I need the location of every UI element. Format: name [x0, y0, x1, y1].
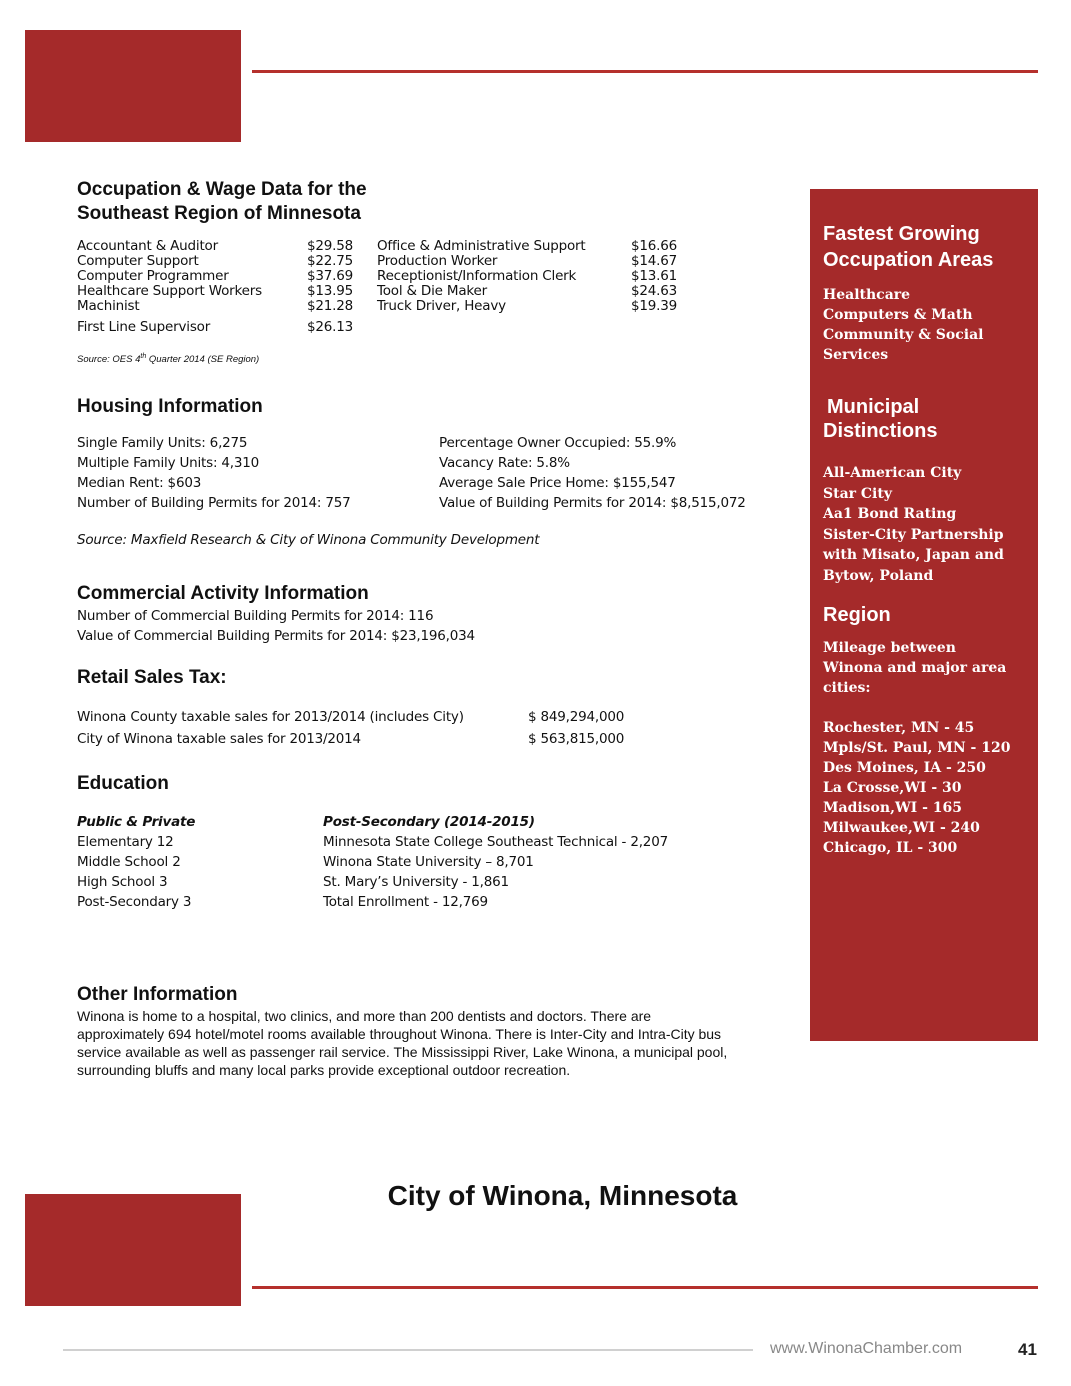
footer-website: www.WinonaChamber.com — [770, 1340, 963, 1357]
retail-table — [77, 706, 797, 750]
other-section — [77, 983, 742, 1079]
region-title: Region — [823, 604, 891, 626]
top-red-block — [25, 30, 241, 142]
region-cities: Rochester, MN - 45 Mpls/St. Paul, MN - 120 Des Moines, IA - 250 La Crosse,WI - 30 Madison,WI - 165 Milwaukee,WI - 240 Chicago, IL - 300 — [823, 720, 1011, 856]
wage-table — [77, 239, 797, 314]
housing-title: Housing Information — [77, 396, 263, 417]
region-intro: Mileage between Winona and major area cities: — [823, 640, 1007, 696]
fastest-title: Fastest Growing Occupation Areas — [823, 223, 994, 271]
education-grid — [77, 812, 797, 912]
commercial-permits-value: Value of Commercial Building Permits for 2014: $23,196,034 — [77, 628, 475, 644]
education-section — [77, 772, 797, 912]
occupation-title: Occupation & Wage Data for the Southeast Region of Minnesota — [77, 179, 367, 224]
sidebar — [810, 189, 1038, 1041]
occupation-section — [77, 178, 797, 365]
bottom-red-block — [25, 1194, 241, 1306]
commercial-section — [77, 582, 797, 646]
retail-title: Retail Sales Tax: — [77, 667, 227, 688]
commercial-title: Commercial Activity Information — [77, 583, 369, 604]
wage-left-column: Accountant & Auditor $29.58 Computer Support $22.75 Computer Programmer $37.69 Healthcare Support Workers $13.95 Machinist $21.28 — [77, 238, 354, 314]
fastest-list: Healthcare Computers & Math Community & Social Services — [823, 287, 984, 363]
housing-section — [77, 395, 797, 550]
education-title: Education — [77, 773, 169, 794]
other-text: Winona is home to a hospital, two clinics, and more than 200 dentists and doctors. There are approximately 694 hotel/motel rooms available throughout Winona. There is Inter-City and Intra-City bus service available as well as passenger rail service. The Mississippi River, Lake Winona, a municipal pool, surrounding bluffs and many local parks provide exceptional outdoor recreation. — [77, 1008, 728, 1078]
city-title: City of Winona, Minnesota — [387, 1180, 738, 1211]
page-number: 41 — [1018, 1340, 1037, 1359]
retail-row: Winona County taxable sales for 2013/2014 (includes City) $ 849,294,000 — [77, 709, 625, 725]
housing-grid — [77, 433, 797, 513]
housing-source: Source: Maxfield Research & City of Winona Community Development — [77, 532, 540, 548]
commercial-permits-count: Number of Commercial Building Permits for 2014: 116 — [77, 608, 434, 624]
bottom-red-rule — [252, 1286, 1038, 1289]
education-right-column: Post-Secondary (2014-2015) Minnesota State College Southeast Technical - 2,207 Winona State University – 8,701 St. Mary’s University - 1,861 Total Enrollment - 12,769 — [323, 814, 668, 910]
top-red-rule — [252, 70, 1038, 73]
municipal-list: All-American City Star City Aa1 Bond Rating Sister-City Partnership with Misato, Japan and Bytow, Poland — [823, 465, 1004, 584]
occupation-source: Source: OES 4th Quarter 2014 (SE Region) — [77, 353, 260, 366]
retail-row: City of Winona taxable sales for 2013/2014 $ 563,815,000 — [77, 731, 625, 747]
education-left-column: Public & Private Elementary 12 Middle School 2 High School 3 Post-Secondary 3 — [77, 814, 196, 910]
housing-right-column: Percentage Owner Occupied: 55.9% Vacancy Rate: 5.8% Average Sale Price Home: $155,547 Value of Building Permits for 2014: $8,515,072 — [439, 435, 746, 511]
retail-section — [77, 666, 797, 750]
footer-rule — [63, 1349, 753, 1351]
other-title: Other Information — [77, 984, 238, 1005]
municipal-title: Municipal Distinctions — [823, 396, 938, 442]
wage-right-column: Office & Administrative Support $16.66 Production Worker $14.67 Receptionist/Information Clerk $13.61 Tool & Die Maker $24.63 Truck Driver, Heavy $19.39 — [377, 238, 678, 314]
wage-extra-row: First Line Supervisor $26.13 — [77, 319, 354, 335]
housing-left-column: Single Family Units: 6,275 Multiple Family Units: 4,310 Median Rent: $603 Number of Building Permits for 2014: 757 — [77, 435, 351, 511]
